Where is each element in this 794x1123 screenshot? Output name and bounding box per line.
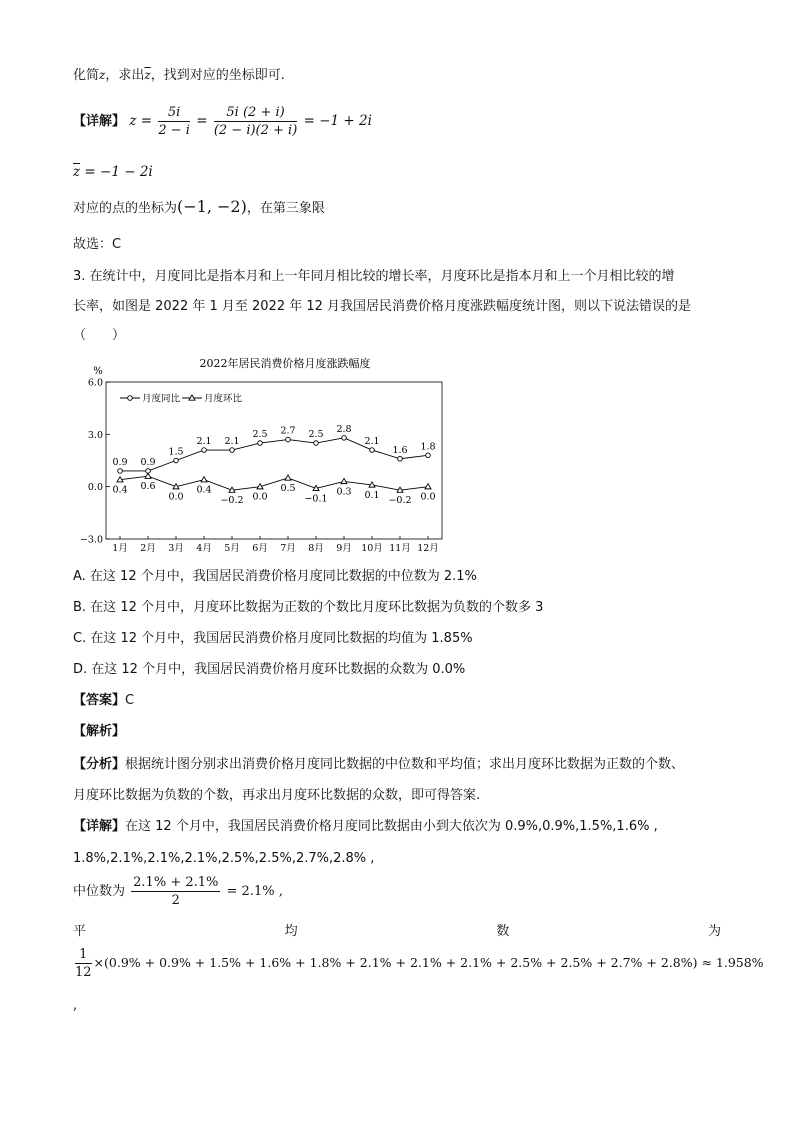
x-tick-label: 10月 (361, 543, 383, 554)
yoy-data-label: 2.1 (364, 436, 380, 448)
yoy-data-label: 2.8 (336, 423, 352, 435)
analysis-tag: 【解析】 (73, 724, 126, 739)
question-line-3: （ ） (73, 328, 126, 343)
x-tick-label: 9月 (336, 543, 352, 554)
yoy-data-label: 1.5 (168, 446, 184, 458)
option-b: B. 在这 12 个月中，月度环比数据为正数的个数比月度环比数据为负数的个数多 3 (73, 600, 544, 615)
yoy-point (118, 469, 123, 474)
conjugate-line: $\overline{z} = -1 - 2i$ (73, 164, 153, 180)
detail-equation: 【详解】 z = $\frac{5i}{2 - i}$ = $\frac{5i (2 + i)}{(2 - i)(2 + i)}$ = −1 + 2i (73, 105, 372, 138)
yoy-data-label: 0.9 (140, 456, 156, 468)
question-line-2: 长率，如图是 2022 年 1 月至 2022 年 12 月我国居民消费价格月度涨跌幅度统计图，则以下说法错误的是 (73, 299, 692, 314)
x-tick-label: 4月 (196, 543, 212, 554)
yoy-data-label: 1.8 (420, 441, 436, 453)
yoy-point (230, 448, 235, 453)
mom-point (341, 478, 347, 483)
mom-data-label: 0.0 (252, 491, 268, 503)
option-c: C. 在这 12 个月中，我国居民消费价格月度同比数据的均值为 1.85% (73, 631, 473, 646)
x-tick-label: 3月 (168, 543, 184, 554)
mom-data-label: 0.0 (420, 491, 436, 503)
analysis-line-1: 【分析】根据统计图分别求出消费价格月度同比数据的中位数和平均值；求出月度环比数据为正数的个数、 (73, 757, 685, 772)
mom-data-label: 0.4 (112, 484, 128, 496)
y-tick-label: 6.0 (87, 377, 103, 389)
mom-data-label: 0.6 (140, 481, 156, 493)
mean-label-spread: 平 均 数 为 (73, 924, 721, 939)
answer-line: 【答案】C (73, 693, 135, 708)
x-tick-label: 12月 (417, 543, 439, 554)
mom-point (145, 473, 151, 478)
option-a: A. 在这 12 个月中，我国居民消费价格月度同比数据的中位数为 2.1% (73, 569, 477, 584)
yoy-point (202, 448, 207, 453)
yoy-point (370, 448, 375, 453)
yoy-point (426, 453, 431, 458)
trailing-comma: , (73, 997, 78, 1013)
y-tick-label: 0.0 (87, 482, 103, 494)
yoy-data-label: 2.5 (308, 429, 324, 441)
mom-data-label: −0.1 (304, 493, 328, 505)
chart-title: 2022年居民消费价格月度涨跌幅度 (199, 357, 371, 370)
detail-line-2: 1.8%,2.1%,2.1%,2.1%,2.5%,2.5%,2.7%,2.8% , (73, 851, 375, 866)
yoy-point (398, 456, 403, 461)
x-tick-label: 7月 (280, 543, 296, 554)
y-tick-label: 3.0 (87, 429, 103, 441)
yoy-data-label: 2.1 (196, 436, 212, 448)
mom-point (425, 484, 431, 489)
median-line: 中位数为 $\frac{2.1\% + 2.1\%}{2}$ = 2.1% , (73, 875, 283, 908)
yoy-data-label: 2.7 (280, 425, 296, 437)
x-tick-label: 11月 (389, 543, 411, 554)
line-chart (78, 352, 448, 557)
mom-point (285, 475, 291, 480)
x-tick-label: 5月 (224, 543, 240, 554)
mom-data-label: −0.2 (388, 495, 412, 507)
option-d: D. 在这 12 个月中，我国居民消费价格月度环比数据的众数为 0.0% (73, 662, 466, 677)
x-tick-label: 6月 (252, 543, 268, 554)
yoy-data-label: 1.6 (392, 444, 408, 456)
y-tick-label: −3.0 (79, 534, 103, 546)
detail-line-1: 【详解】在这 12 个月中，我国居民消费价格月度同比数据由小到大依次为 0.9%,0.9%,1.5%,1.6% , (73, 819, 658, 834)
series-line-yoy (120, 438, 428, 471)
mean-formula: $\frac{1}{12}$ ×(0.9% + 0.9% + 1.5% + 1.6% + 1.8% + 2.1% + 2.1% + 2.1% + 2.5% + 2.5% + 2.7% + 2.8%) ≈ 1.958% (75, 947, 764, 980)
legend-marker (128, 396, 133, 401)
yoy-point (258, 441, 263, 446)
choice-line: 故选：C (73, 237, 122, 252)
yoy-data-label: 2.1 (224, 436, 240, 448)
mom-data-label: −0.2 (220, 495, 244, 507)
yoy-point (314, 441, 319, 446)
x-tick-label: 2月 (140, 543, 156, 554)
mom-point (201, 477, 207, 482)
legend-label: 月度环比 (204, 393, 243, 405)
question-line-1: 3. 在统计中，月度同比是指本月和上一年同月相比较的增长率，月度环比是指本月和上一个月相比较的增 (73, 269, 675, 284)
x-tick-label: 1月 (112, 543, 128, 554)
yoy-data-label: 0.9 (112, 456, 128, 468)
coordinate-line: 对应的点的坐标为(−1, −2)，在第三象限 (73, 197, 325, 216)
yoy-point (174, 458, 179, 463)
mom-data-label: 0.3 (336, 486, 352, 498)
yoy-point (342, 436, 347, 441)
plot-frame (106, 382, 442, 539)
mom-data-label: 0.4 (196, 484, 212, 496)
mom-data-label: 0.5 (280, 482, 296, 494)
mom-data-label: 0.0 (168, 491, 184, 503)
y-axis-unit: % (93, 366, 103, 377)
legend-label: 月度同比 (142, 393, 181, 405)
yoy-data-label: 2.5 (252, 429, 268, 441)
analysis-line-2: 月度环比数据为负数的个数，再求出月度环比数据的众数，即可得答案. (73, 788, 481, 803)
chart-legend (120, 393, 243, 405)
mom-data-label: 0.1 (364, 489, 380, 501)
yoy-point (286, 437, 291, 442)
x-tick-label: 8月 (308, 543, 324, 554)
intro-line: 化简z，求出$\overline{z}$，找到对应的坐标即可. (73, 68, 285, 83)
